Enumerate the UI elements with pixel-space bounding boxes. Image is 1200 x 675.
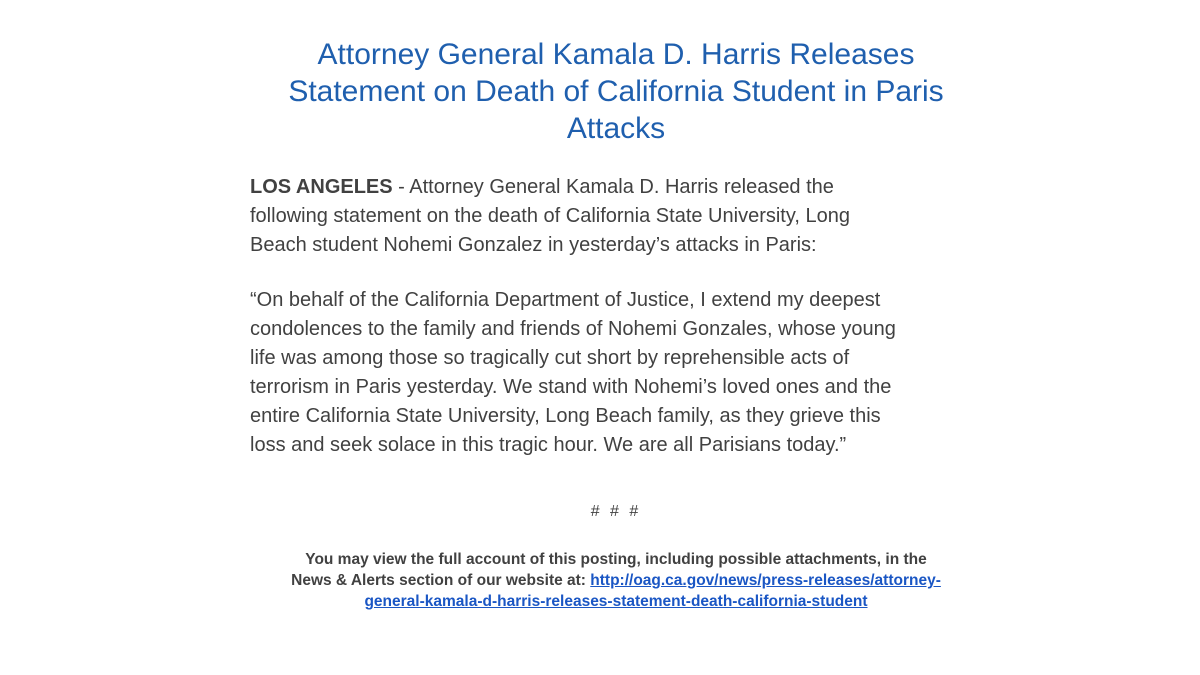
press-release-link[interactable]: http://oag.ca.gov/news/press-releases/attorney- — [590, 572, 941, 589]
intro-line: following statement on the death of California State University, Long — [250, 205, 850, 227]
title-line: Attacks — [566, 112, 666, 145]
intro-paragraph — [250, 173, 980, 260]
title-line: Attorney General Kamala D. Harris Releases — [317, 38, 915, 71]
quote-line: condolences to the family and friends of Nohemi Gonzales, whose young — [250, 318, 896, 340]
footer-note — [230, 549, 1002, 612]
intro-line: Beach student Nohemi Gonzalez in yesterday’s attacks in Paris: — [250, 234, 817, 256]
footer-line — [230, 591, 1002, 612]
end-mark: # # # — [590, 503, 642, 520]
quote-line: loss and seek solace in this tragic hour. We are all Parisians today.” — [250, 434, 847, 456]
footer-text: News & Alerts section of our website at: — [291, 572, 591, 589]
footer-line — [230, 570, 1002, 591]
intro-text: - Attorney General Kamala D. Harris released the — [392, 176, 834, 198]
dateline: LOS ANGELES — [250, 176, 393, 198]
intro-line — [250, 173, 980, 202]
press-release-title — [230, 36, 1002, 147]
footer-line: You may view the full account of this posting, including possible attachments, in the — [305, 551, 927, 568]
quote-line: terrorism in Paris yesterday. We stand with Nohemi’s loved ones and the — [250, 376, 892, 398]
title-line: Statement on Death of California Student in Paris — [288, 75, 944, 108]
quote-line: life was among those so tragically cut short by reprehensible acts of — [250, 347, 850, 369]
quote-line: entire California State University, Long Beach family, as they grieve this — [250, 405, 881, 427]
press-release-link-continued[interactable]: general-kamala-d-harris-releases-statement-death-california-student — [364, 593, 868, 610]
quote-paragraph — [250, 286, 980, 460]
quote-line: “On behalf of the California Department of Justice, I extend my deepest — [250, 289, 881, 311]
